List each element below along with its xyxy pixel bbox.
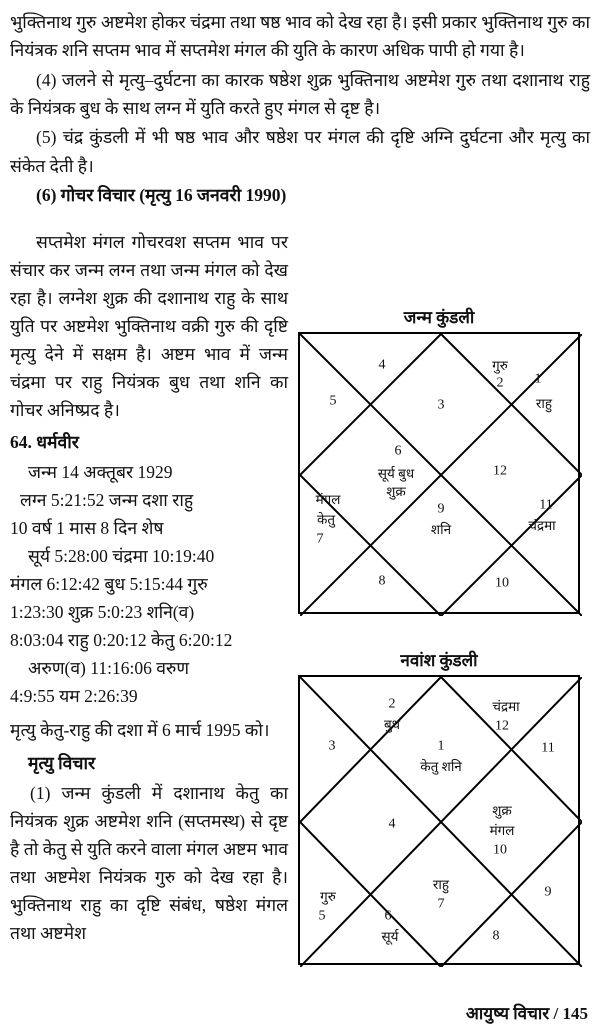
- house-5-number: 5: [318, 908, 326, 924]
- paragraph-4-heading: (6) गोचर विचार (मृत्यु 16 जनवरी 1990): [36, 185, 287, 206]
- birth-line-2: लग्न 5:21:52 जन्म दशा राहु: [20, 490, 194, 510]
- paragraph-3: (5) चंद्र कुंडली में भी षष्ठ भाव और षष्ठेश पर मंगल की दृष्टि अग्नि दुर्घटना और मृत्यु का संकेत देती है।: [10, 127, 590, 176]
- house-11-number: 11: [541, 740, 555, 756]
- house-5-planets: गुरु: [320, 889, 336, 905]
- house-12-number: 12: [493, 463, 507, 479]
- house-4-number: 4: [388, 816, 396, 832]
- navamsa-kundli-block: [298, 648, 580, 965]
- birth-line-1: जन्म 14 अक्तूबर 1929: [28, 462, 173, 482]
- birth-line-3: 10 वर्ष 1 मास 8 दिन शेष: [10, 518, 164, 538]
- house-6-planets-2: शुक्र: [386, 484, 406, 500]
- house-2-planets: गुरु: [492, 358, 508, 374]
- house-8-number: 8: [378, 573, 386, 589]
- house-12-planets: चंद्रमा: [492, 699, 520, 715]
- janma-kundli-diagram: [298, 332, 580, 614]
- page-footer: [466, 1001, 588, 1024]
- house-11-planets: चंद्रमा: [528, 518, 556, 534]
- house-10-planets-2: मंगल: [489, 823, 515, 839]
- death-analysis-point-1: (1) जन्म कुंडली में दशानाथ केतु का नियंत्रक शुक्र अष्टमेश शनि (सप्तमस्थ) से दृष्ट है तो केतु से युति करने वाला मंगल अष्टम भाव तथा अष्टमेश नियंत्रक गुरु को देख रहा है। भुक्तिनाथ राहु का दृष्टि संबंध, षष्ठेश मंगल तथा अष्टमेश: [10, 783, 288, 943]
- navamsa-kundli-title: नवांश कुंडली: [400, 651, 478, 670]
- birth-line-7: 8:03:04 राहु 0:20:12 केतु 6:20:12: [10, 630, 233, 650]
- paragraph-2: (4) जलने से मृत्यु–दुर्घटना का कारक षष्ठेश शुक्र भुक्तिनाथ अष्टमेश गुरु तथा दशानाथ राहु के नियंत्रक बुध के साथ लग्न में युति करते हुए मंगल से दृष्ट है।: [10, 69, 590, 119]
- left-column-text: [10, 228, 288, 947]
- footer-label: आयुष्य विचार: [465, 1004, 550, 1023]
- house-10-number: 10: [493, 842, 507, 858]
- birth-line-6: 1:23:30 शुक्र 5:0:23 शनि(व): [10, 602, 195, 622]
- house-8-number: 8: [492, 928, 500, 944]
- house-1-number: 1: [437, 738, 445, 754]
- house-2-number: 2: [388, 696, 396, 712]
- paragraph-1: भुक्तिनाथ गुरु अष्टमेश होकर चंद्रमा तथा षष्ठ भाव को देख रहा है। इसी प्रकार भुक्तिनाथ गुरु का नियंत्रक शनि सप्तम भाव में सप्तमेश मंगल की युति के कारण अधिक पापी हो गया है।: [10, 12, 590, 61]
- house-1-planets: राहु: [535, 396, 553, 412]
- janma-kundli-block: [298, 305, 580, 614]
- house-3-number: 3: [437, 397, 445, 413]
- house-1-number: 1: [534, 371, 542, 387]
- house-5-number: 5: [329, 393, 337, 409]
- house-7-planets: राहु: [432, 877, 450, 893]
- house-2-number: 2: [496, 375, 504, 391]
- house-10-number: 10: [495, 575, 509, 591]
- house-12-number: 12: [495, 718, 509, 734]
- house-6-number: 6: [394, 443, 402, 459]
- death-analysis-heading: मृत्यु विचार: [28, 753, 96, 773]
- footer-page-number: 145: [562, 1004, 588, 1023]
- birth-line-5: मंगल 6:12:42 बुध 5:15:44 गुरु: [10, 574, 208, 594]
- house-2-planets: बुध: [383, 717, 401, 733]
- navamsa-kundli-diagram: [298, 675, 580, 965]
- house-7-planets-1: मंगल: [315, 492, 341, 508]
- house-6-planets: सूर्य: [381, 929, 399, 945]
- house-9-number: 9: [544, 884, 552, 900]
- house-4-number: 4: [378, 357, 386, 373]
- paragraph-5: सप्तमेश मंगल गोचरवश सप्तम भाव पर संचार कर जन्म लग्न तथा जन्म मंगल को देख रहा है। लग्नेश शुक्र की दशानाथ राहु के साथ युति पर अष्टमेश भुक्तिनाथ वक्री गुरु की दृष्टि मृत्यु देने में सक्षम है। अष्टम भाव में जन्म चंद्रमा पर राहु नियंत्रक बुध तथा शनि का गोचर अनिष्प्रद है।: [10, 232, 288, 420]
- janma-kundli-title: जन्म कुंडली: [403, 308, 475, 327]
- kundli-lines: [300, 677, 582, 967]
- section-title: 64. धर्मवीर: [10, 432, 79, 452]
- birth-line-8: अरुण(व) 11:16:06 वरुण: [28, 658, 190, 678]
- birth-line-9: 4:9:55 यम 2:26:39: [10, 686, 138, 706]
- house-3-number: 3: [328, 738, 336, 754]
- house-7-number: 7: [316, 531, 324, 547]
- house-11-number: 11: [539, 497, 553, 513]
- house-6-number: 6: [384, 908, 392, 924]
- top-text-block: [10, 8, 590, 210]
- house-7-planets-2: केतु: [316, 512, 336, 528]
- footer-separator: /: [553, 1004, 559, 1023]
- death-note: मृत्यु केतु-राहु की दशा में 6 मार्च 1995 को।: [10, 720, 270, 740]
- house-10-planets-1: शुक्र: [492, 803, 512, 819]
- birth-line-4: सूर्य 5:28:00 चंद्रमा 10:19:40: [28, 546, 215, 566]
- house-9-number: 9: [437, 501, 445, 517]
- house-7-number: 7: [437, 896, 445, 912]
- house-6-planets-1: सूर्य बुध: [377, 466, 415, 482]
- house-9-planets: शनि: [430, 522, 452, 538]
- house-1-planets: केतु शनि: [420, 759, 462, 775]
